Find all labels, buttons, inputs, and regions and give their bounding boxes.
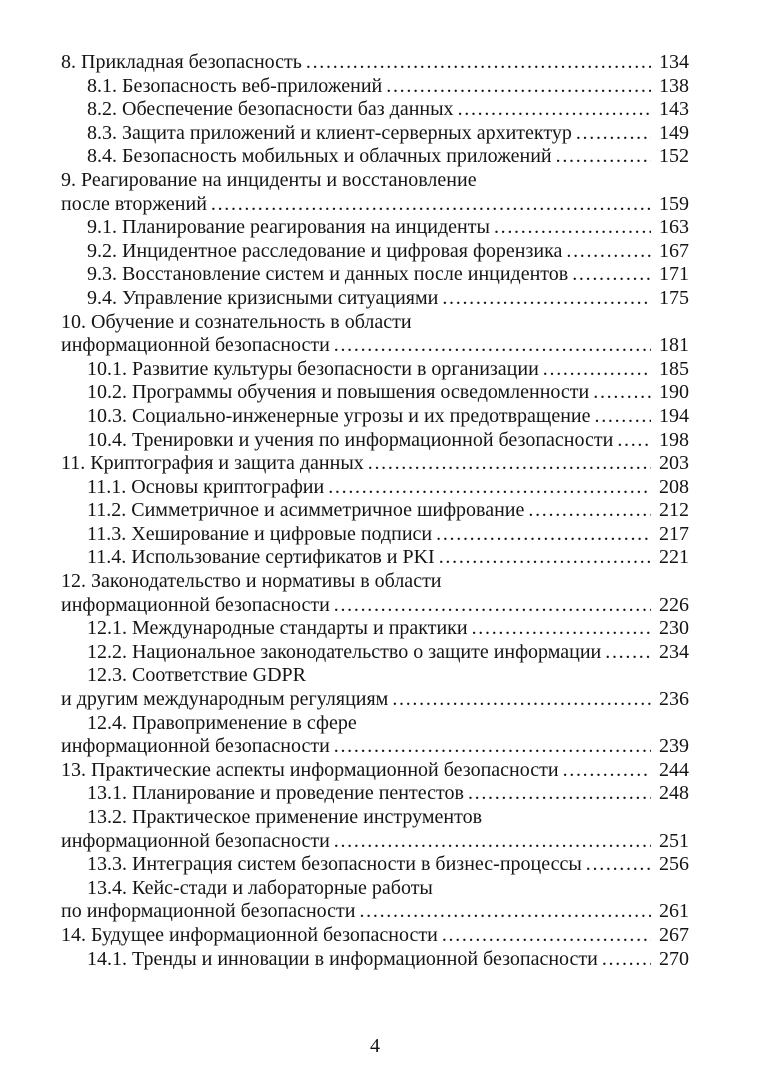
toc-entry-page: 143	[659, 98, 689, 121]
dot-leader	[432, 523, 651, 547]
toc-entry-title: 13.2. Практическое применение инструментов	[87, 806, 483, 828]
toc-entry	[61, 381, 689, 405]
toc-entry-title: 8. Прикладная безопасность	[61, 51, 302, 73]
dot-leader	[330, 594, 651, 618]
toc-entry	[61, 263, 689, 287]
toc-entry-page: 190	[659, 381, 689, 404]
toc-entry-title: 12. Законодательство и нормативы в области	[61, 570, 442, 593]
toc-entry-page: 149	[659, 121, 689, 144]
toc-entry-title: 8.2. Обеспечение безопасности баз данных	[87, 98, 454, 121]
toc-entry-page: 256	[659, 853, 689, 876]
dot-leader	[364, 452, 651, 476]
dot-leader	[598, 948, 651, 972]
toc-entry-title: 13.1. Планирование и проведение пентестов	[87, 782, 464, 805]
toc-entry-page: 163	[659, 216, 689, 239]
dot-leader	[572, 122, 651, 146]
toc-entry-title: 11.3. Хеширование и цифровые подписи	[87, 522, 433, 545]
toc-entry-title: 12.4. Правоприменение в сфере	[87, 711, 357, 734]
toc-entry-page: 248	[659, 782, 689, 805]
toc-entry-title: 9.2. Инцидентное расследование и цифровая форензика	[87, 239, 563, 262]
toc-entry-title: 8.4. Безопасность мобильных и облачных приложений	[87, 145, 552, 168]
dot-leader	[562, 240, 651, 264]
dot-leader	[388, 688, 651, 712]
toc-entry-title: 14. Будущее информационной безопасности	[61, 923, 438, 946]
toc-entry	[61, 240, 689, 264]
toc-entry	[61, 287, 689, 311]
toc-entry-page: 236	[659, 688, 689, 711]
toc-entry-title: 11. Криптография и защита данных	[61, 452, 364, 475]
toc-entry-page: 251	[659, 829, 689, 852]
toc-entry	[61, 334, 689, 358]
toc-entry-page: 167	[659, 239, 689, 262]
toc-entry-title: 8.3. Защита приложений и клиент-серверных архитектур	[87, 121, 572, 144]
toc-entry	[61, 452, 689, 476]
table-of-contents	[61, 51, 689, 971]
toc-entry-title: 10.2. Программы обучения и повышения осведомленности	[87, 381, 590, 404]
toc-entry-page: 267	[659, 923, 689, 946]
toc-entry	[61, 664, 689, 688]
toc-entry-page: 208	[659, 475, 689, 498]
toc-entry-page: 239	[659, 735, 689, 758]
toc-entry-title: 11.2. Симметричное и асимметричное шифрование	[87, 499, 525, 522]
toc-entry-title: 11.4. Использование сертификатов и PKI	[87, 546, 435, 569]
toc-entry-page: 152	[659, 145, 689, 168]
toc-entry	[61, 735, 689, 759]
toc-entry	[61, 51, 689, 75]
toc-entry-page: 217	[659, 522, 689, 545]
dot-leader	[601, 641, 651, 665]
toc-entry-title: 12.1. Международные стандарты и практики	[87, 617, 468, 640]
dot-leader	[330, 334, 651, 358]
toc-entry	[61, 169, 689, 193]
toc-entry	[61, 948, 689, 972]
toc-entry	[61, 429, 689, 453]
toc-entry	[61, 924, 689, 948]
toc-entry-page: 203	[659, 452, 689, 475]
toc-entry-title: 14.1. Тренды и инновации в информационной безопасности	[87, 947, 598, 970]
toc-entry	[61, 641, 689, 665]
toc-entry	[61, 806, 689, 830]
toc-entry-title: 9. Реагирование на инциденты и восстановление	[61, 168, 477, 191]
dot-leader	[613, 429, 651, 453]
toc-entry-title: после вторжений	[61, 192, 207, 215]
toc-entry	[61, 311, 689, 335]
toc-entry-title: 10.1. Развитие культуры безопасности в организации	[87, 357, 539, 380]
dot-leader	[330, 735, 651, 759]
toc-entry-title: информационной безопасности	[61, 735, 330, 758]
toc-entry-title: 9.1. Планирование реагирования на инциденты	[87, 216, 490, 239]
toc-entry	[61, 877, 689, 901]
dot-leader	[524, 499, 651, 523]
toc-entry	[61, 712, 689, 736]
dot-leader	[589, 381, 651, 405]
toc-entry	[61, 688, 689, 712]
dot-leader	[324, 476, 651, 500]
dot-leader	[302, 51, 651, 75]
toc-entry-page: 230	[659, 617, 689, 640]
toc-entry-page: 221	[659, 546, 689, 569]
dot-leader	[582, 853, 651, 877]
toc-entry-page: 261	[659, 900, 689, 923]
toc-entry	[61, 523, 689, 547]
toc-entry-title: 12.3. Соответствие GDPR	[87, 664, 306, 687]
toc-entry-page: 175	[659, 286, 689, 309]
toc-entry	[61, 830, 689, 854]
dot-leader	[591, 405, 652, 429]
toc-entry-title: по информационной безопасности	[61, 900, 356, 923]
toc-entry	[61, 405, 689, 429]
dot-leader	[438, 287, 651, 311]
dot-leader	[552, 145, 651, 169]
toc-entry	[61, 900, 689, 924]
toc-entry-page: 138	[659, 74, 689, 97]
dot-leader	[568, 263, 651, 287]
toc-entry-page: 194	[659, 404, 689, 427]
toc-entry-page: 234	[659, 640, 689, 663]
toc-entry	[61, 476, 689, 500]
toc-entry	[61, 145, 689, 169]
dot-leader	[490, 216, 651, 240]
toc-entry-title: 10. Обучение и сознательность в области	[61, 310, 412, 333]
toc-entry-page: 244	[659, 758, 689, 781]
toc-entry-title: 12.2. Национальное законодательство о защите информации	[87, 640, 602, 663]
toc-entry	[61, 193, 689, 217]
toc-entry-title: информационной безопасности	[61, 334, 330, 357]
dot-leader	[207, 193, 651, 217]
toc-entry-page: 134	[659, 51, 689, 73]
toc-entry-page: 185	[659, 357, 689, 380]
toc-entry	[61, 122, 689, 146]
page-footer	[61, 1035, 689, 1059]
toc-entry	[61, 499, 689, 523]
toc-entry-title: и другим международным регуляциям	[61, 688, 389, 711]
toc-entry-title: 13.3. Интеграция систем безопасности в бизнес-процессы	[87, 853, 582, 876]
dot-leader	[454, 98, 651, 122]
toc-entry	[61, 594, 689, 618]
dot-leader	[438, 924, 651, 948]
toc-entry-page: 226	[659, 593, 689, 616]
dot-leader	[468, 617, 651, 641]
dot-leader	[355, 900, 651, 924]
toc-entry-title: 13.4. Кейс-стади и лабораторные работы	[87, 876, 433, 899]
toc-entry-page: 181	[659, 334, 689, 357]
toc-entry	[61, 570, 689, 594]
dot-leader	[539, 358, 651, 382]
dot-leader	[559, 759, 651, 783]
toc-entry-title: 13. Практические аспекты информационной безопасности	[61, 758, 559, 781]
toc-entry-page: 212	[659, 499, 689, 522]
toc-entry-page: 198	[659, 428, 689, 451]
toc-entry	[61, 759, 689, 783]
toc-entry	[61, 216, 689, 240]
toc-entry	[61, 546, 689, 570]
toc-entry-title: 9.4. Управление кризисными ситуациями	[87, 286, 439, 309]
toc-entry	[61, 853, 689, 877]
toc-entry-title: 10.3. Социально-инженерные угрозы и их предотвращение	[87, 404, 591, 427]
toc-entry-title: информационной безопасности	[61, 829, 330, 852]
toc-entry-title: 9.3. Восстановление систем и данных после инцидентов	[87, 263, 569, 286]
dot-leader	[435, 546, 651, 570]
page-number: 4	[370, 1035, 380, 1057]
dot-leader	[330, 830, 651, 854]
dot-leader	[464, 782, 651, 806]
toc-entry-page: 270	[659, 947, 689, 970]
toc-entry	[61, 782, 689, 806]
dot-leader	[382, 75, 651, 99]
toc-entry-page: 159	[659, 192, 689, 215]
toc-entry-title: 10.4. Тренировки и учения по информационной безопасности	[87, 428, 614, 451]
toc-entry-page: 171	[659, 263, 689, 286]
toc-entry-title: 8.1. Безопасность веб-приложений	[87, 74, 383, 97]
toc-entry	[61, 98, 689, 122]
toc-entry	[61, 358, 689, 382]
toc-entry	[61, 617, 689, 641]
toc-entry	[61, 75, 689, 99]
toc-entry-title: информационной безопасности	[61, 593, 330, 616]
toc-entry-title: 11.1. Основы криптографии	[87, 475, 325, 498]
